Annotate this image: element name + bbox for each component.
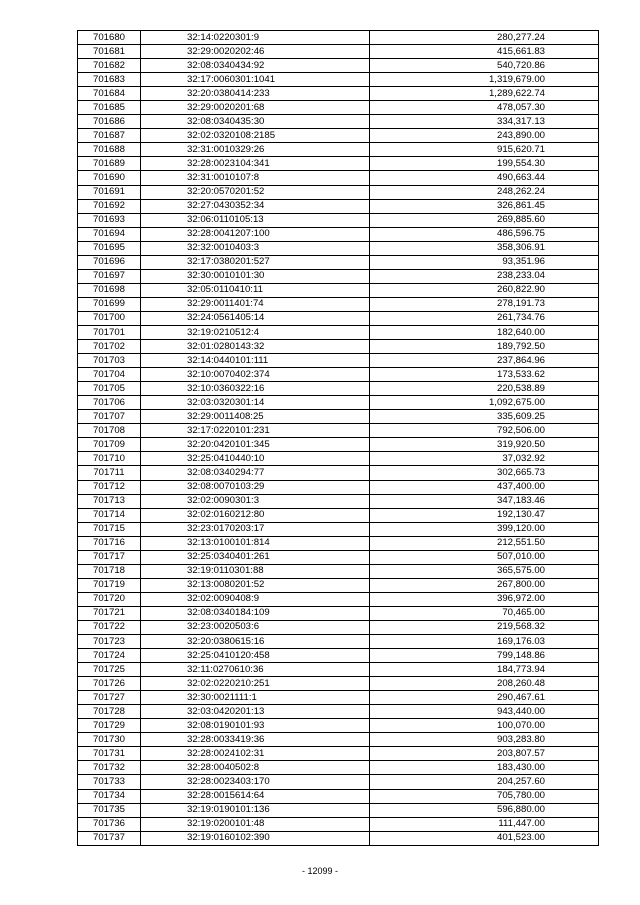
cadastral-number-cell: 32:19:0200101:48 (141, 817, 370, 831)
amount-cell: 915,620.71 (370, 143, 599, 157)
amount-cell: 237,864.96 (370, 354, 599, 368)
amount-cell: 111,447.00 (370, 817, 599, 831)
table-row (78, 452, 599, 466)
row-id-cell: 701697 (78, 269, 141, 283)
cadastral-number-cell: 32:19:0190101:136 (141, 803, 370, 817)
row-id-cell: 701696 (78, 255, 141, 269)
amount-cell: 212,551.50 (370, 536, 599, 550)
table-row (78, 227, 599, 241)
cadastral-number-cell: 32:24:0561405:14 (141, 311, 370, 325)
table-row (78, 466, 599, 480)
cadastral-number-cell: 32:23:0020503:6 (141, 620, 370, 634)
amount-cell: 37,032.92 (370, 452, 599, 466)
row-id-cell: 701719 (78, 578, 141, 592)
amount-cell: 903,283.80 (370, 733, 599, 747)
row-id-cell: 701709 (78, 438, 141, 452)
table-row (78, 536, 599, 550)
cadastral-number-cell: 32:08:0070103:29 (141, 480, 370, 494)
records-table (77, 30, 599, 846)
cadastral-number-cell: 32:17:0060301:1041 (141, 73, 370, 87)
cadastral-number-cell: 32:10:0360322:16 (141, 382, 370, 396)
table-row (78, 677, 599, 691)
row-id-cell: 701735 (78, 803, 141, 817)
table-row (78, 663, 599, 677)
page-number: - 12099 - (301, 866, 339, 876)
amount-cell: 169,176.03 (370, 635, 599, 649)
cadastral-number-cell: 32:25:0410120:458 (141, 649, 370, 663)
row-id-cell: 701732 (78, 761, 141, 775)
amount-cell: 540,720.86 (370, 59, 599, 73)
cadastral-number-cell: 32:03:0320301:14 (141, 396, 370, 410)
amount-cell: 302,665.73 (370, 466, 599, 480)
row-id-cell: 701710 (78, 452, 141, 466)
row-id-cell: 701690 (78, 171, 141, 185)
cadastral-number-cell: 32:28:0024102:31 (141, 747, 370, 761)
row-id-cell: 701698 (78, 283, 141, 297)
table-row (78, 649, 599, 663)
amount-cell: 220,538.89 (370, 382, 599, 396)
table-row (78, 775, 599, 789)
row-id-cell: 701701 (78, 325, 141, 339)
row-id-cell: 701731 (78, 747, 141, 761)
cadastral-number-cell: 32:29:0011401:74 (141, 297, 370, 311)
cadastral-number-cell: 32:29:0020202:46 (141, 45, 370, 59)
cadastral-number-cell: 32:28:0040502:8 (141, 761, 370, 775)
row-id-cell: 701730 (78, 733, 141, 747)
table-row (78, 269, 599, 283)
cadastral-number-cell: 32:25:0340401:261 (141, 550, 370, 564)
table-row (78, 761, 599, 775)
table-row (78, 340, 599, 354)
amount-cell: 334,317.13 (370, 115, 599, 129)
cadastral-number-cell: 32:13:0080201:52 (141, 578, 370, 592)
cadastral-number-cell: 32:28:0033419:36 (141, 733, 370, 747)
amount-cell: 486,596.75 (370, 227, 599, 241)
table-row (78, 635, 599, 649)
amount-cell: 208,260.48 (370, 677, 599, 691)
row-id-cell: 701734 (78, 789, 141, 803)
table-row (78, 494, 599, 508)
table-row (78, 719, 599, 733)
table-row (78, 157, 599, 171)
table-row (78, 396, 599, 410)
table-row (78, 508, 599, 522)
table-row (78, 606, 599, 620)
row-id-cell: 701695 (78, 241, 141, 255)
table-row (78, 297, 599, 311)
amount-cell: 269,885.60 (370, 213, 599, 227)
table-row (78, 31, 599, 45)
row-id-cell: 701722 (78, 620, 141, 634)
amount-cell: 199,554.30 (370, 157, 599, 171)
table-row (78, 45, 599, 59)
amount-cell: 943,440.00 (370, 705, 599, 719)
row-id-cell: 701713 (78, 494, 141, 508)
amount-cell: 260,822.90 (370, 283, 599, 297)
amount-cell: 1,289,622.74 (370, 87, 599, 101)
amount-cell: 792,506.00 (370, 424, 599, 438)
cadastral-number-cell: 32:25:0410440:10 (141, 452, 370, 466)
table-row (78, 73, 599, 87)
cadastral-number-cell: 32:17:0380201:527 (141, 255, 370, 269)
table-row (78, 325, 599, 339)
amount-cell: 243,890.00 (370, 129, 599, 143)
row-id-cell: 701733 (78, 775, 141, 789)
cadastral-number-cell: 32:30:0010101:30 (141, 269, 370, 283)
amount-cell: 280,277.24 (370, 31, 599, 45)
amount-cell: 326,861.45 (370, 199, 599, 213)
table-row (78, 87, 599, 101)
row-id-cell: 701720 (78, 592, 141, 606)
row-id-cell: 701716 (78, 536, 141, 550)
cadastral-number-cell: 32:02:0320108:2185 (141, 129, 370, 143)
cadastral-number-cell: 32:02:0090408:9 (141, 592, 370, 606)
table-row (78, 424, 599, 438)
row-id-cell: 701681 (78, 45, 141, 59)
row-id-cell: 701715 (78, 522, 141, 536)
amount-cell: 396,972.00 (370, 592, 599, 606)
cadastral-number-cell: 32:14:0220301:9 (141, 31, 370, 45)
amount-cell: 365,575.00 (370, 564, 599, 578)
cadastral-number-cell: 32:02:0160212:80 (141, 508, 370, 522)
cadastral-number-cell: 32:08:0190101:93 (141, 719, 370, 733)
cadastral-number-cell: 32:31:0010329:26 (141, 143, 370, 157)
cadastral-number-cell: 32:10:0070402:374 (141, 368, 370, 382)
cadastral-number-cell: 32:14:0440101:111 (141, 354, 370, 368)
row-id-cell: 701706 (78, 396, 141, 410)
row-id-cell: 701707 (78, 410, 141, 424)
row-id-cell: 701684 (78, 87, 141, 101)
row-id-cell: 701712 (78, 480, 141, 494)
cadastral-number-cell: 32:31:0010107:8 (141, 171, 370, 185)
amount-cell: 507,010.00 (370, 550, 599, 564)
amount-cell: 261,734.76 (370, 311, 599, 325)
table-row (78, 747, 599, 761)
table-row (78, 213, 599, 227)
amount-cell: 248,262.24 (370, 185, 599, 199)
table-row (78, 368, 599, 382)
cadastral-number-cell: 32:20:0380615:16 (141, 635, 370, 649)
amount-cell: 358,306.91 (370, 241, 599, 255)
amount-cell: 204,257.60 (370, 775, 599, 789)
table-row (78, 620, 599, 634)
row-id-cell: 701700 (78, 311, 141, 325)
row-id-cell: 701714 (78, 508, 141, 522)
amount-cell: 437,400.00 (370, 480, 599, 494)
table-row (78, 550, 599, 564)
cadastral-number-cell: 32:19:0110301:88 (141, 564, 370, 578)
amount-cell: 490,663.44 (370, 171, 599, 185)
table-row (78, 480, 599, 494)
cadastral-number-cell: 32:13:0100101:814 (141, 536, 370, 550)
table-row (78, 382, 599, 396)
table-row (78, 705, 599, 719)
table-row (78, 817, 599, 831)
table-row (78, 592, 599, 606)
amount-cell: 319,920.50 (370, 438, 599, 452)
amount-cell: 596,880.00 (370, 803, 599, 817)
row-id-cell: 701705 (78, 382, 141, 396)
cadastral-number-cell: 32:27:0430352:34 (141, 199, 370, 213)
row-id-cell: 701683 (78, 73, 141, 87)
cadastral-number-cell: 32:20:0420101:345 (141, 438, 370, 452)
table-row (78, 354, 599, 368)
cadastral-number-cell: 32:11:0270610:36 (141, 663, 370, 677)
table-row (78, 522, 599, 536)
amount-cell: 705,780.00 (370, 789, 599, 803)
table-row (78, 171, 599, 185)
amount-cell: 267,800.00 (370, 578, 599, 592)
row-id-cell: 701737 (78, 831, 141, 845)
table-row (78, 283, 599, 297)
table-row (78, 255, 599, 269)
row-id-cell: 701694 (78, 227, 141, 241)
table-row (78, 59, 599, 73)
table-row (78, 115, 599, 129)
cadastral-number-cell: 32:08:0340434:92 (141, 59, 370, 73)
table-row (78, 438, 599, 452)
table-row (78, 199, 599, 213)
row-id-cell: 701728 (78, 705, 141, 719)
row-id-cell: 701688 (78, 143, 141, 157)
cadastral-number-cell: 32:23:0170203:17 (141, 522, 370, 536)
table-row (78, 129, 599, 143)
cadastral-number-cell: 32:28:0015614:64 (141, 789, 370, 803)
cadastral-number-cell: 32:02:0090301:3 (141, 494, 370, 508)
cadastral-number-cell: 32:02:0220210:251 (141, 677, 370, 691)
cadastral-number-cell: 32:01:0280143:32 (141, 340, 370, 354)
amount-cell: 184,773.94 (370, 663, 599, 677)
row-id-cell: 701721 (78, 606, 141, 620)
row-id-cell: 701685 (78, 101, 141, 115)
table-row (78, 185, 599, 199)
table-row (78, 311, 599, 325)
cadastral-number-cell: 32:32:0010403:3 (141, 241, 370, 255)
cadastral-number-cell: 32:03:0420201:13 (141, 705, 370, 719)
row-id-cell: 701686 (78, 115, 141, 129)
row-id-cell: 701711 (78, 466, 141, 480)
cadastral-number-cell: 32:20:0380414:233 (141, 87, 370, 101)
row-id-cell: 701703 (78, 354, 141, 368)
table-row (78, 143, 599, 157)
row-id-cell: 701726 (78, 677, 141, 691)
row-id-cell: 701723 (78, 635, 141, 649)
row-id-cell: 701727 (78, 691, 141, 705)
row-id-cell: 701708 (78, 424, 141, 438)
amount-cell: 100,070.00 (370, 719, 599, 733)
amount-cell: 70,465.00 (370, 606, 599, 620)
row-id-cell: 701687 (78, 129, 141, 143)
cadastral-number-cell: 32:08:0340294:77 (141, 466, 370, 480)
amount-cell: 799,148.86 (370, 649, 599, 663)
amount-cell: 182,640.00 (370, 325, 599, 339)
amount-cell: 183,430.00 (370, 761, 599, 775)
row-id-cell: 701704 (78, 368, 141, 382)
row-id-cell: 701680 (78, 31, 141, 45)
cadastral-number-cell: 32:29:0011408:25 (141, 410, 370, 424)
records-table-body (78, 31, 599, 846)
amount-cell: 415,661.83 (370, 45, 599, 59)
cadastral-number-cell: 32:30:0021111:1 (141, 691, 370, 705)
table-row (78, 789, 599, 803)
table-row (78, 241, 599, 255)
row-id-cell: 701699 (78, 297, 141, 311)
amount-cell: 93,351.96 (370, 255, 599, 269)
row-id-cell: 701724 (78, 649, 141, 663)
amount-cell: 189,792.50 (370, 340, 599, 354)
cadastral-number-cell: 32:08:0340435:30 (141, 115, 370, 129)
table-row (78, 831, 599, 845)
cadastral-number-cell: 32:20:0570201:52 (141, 185, 370, 199)
amount-cell: 192,130.47 (370, 508, 599, 522)
row-id-cell: 701718 (78, 564, 141, 578)
row-id-cell: 701691 (78, 185, 141, 199)
amount-cell: 1,319,679.00 (370, 73, 599, 87)
cadastral-number-cell: 32:08:0340184:109 (141, 606, 370, 620)
cadastral-number-cell: 32:28:0041207:100 (141, 227, 370, 241)
row-id-cell: 701689 (78, 157, 141, 171)
row-id-cell: 701725 (78, 663, 141, 677)
cadastral-number-cell: 32:06:0110105:13 (141, 213, 370, 227)
row-id-cell: 701702 (78, 340, 141, 354)
cadastral-number-cell: 32:29:0020201:68 (141, 101, 370, 115)
amount-cell: 335,609.25 (370, 410, 599, 424)
amount-cell: 401,523.00 (370, 831, 599, 845)
cadastral-number-cell: 32:19:0210512:4 (141, 325, 370, 339)
row-id-cell: 701736 (78, 817, 141, 831)
table-row (78, 101, 599, 115)
cadastral-number-cell: 32:19:0160102:390 (141, 831, 370, 845)
amount-cell: 173,533.62 (370, 368, 599, 382)
table-row (78, 733, 599, 747)
row-id-cell: 701729 (78, 719, 141, 733)
table-row (78, 578, 599, 592)
table-row (78, 691, 599, 705)
amount-cell: 290,467.61 (370, 691, 599, 705)
amount-cell: 238,233.04 (370, 269, 599, 283)
table-row (78, 564, 599, 578)
amount-cell: 219,568.32 (370, 620, 599, 634)
row-id-cell: 701717 (78, 550, 141, 564)
table-row (78, 410, 599, 424)
row-id-cell: 701692 (78, 199, 141, 213)
amount-cell: 203,807.57 (370, 747, 599, 761)
amount-cell: 347,183.46 (370, 494, 599, 508)
cadastral-number-cell: 32:28:0023104:341 (141, 157, 370, 171)
amount-cell: 399,120.00 (370, 522, 599, 536)
row-id-cell: 701693 (78, 213, 141, 227)
cadastral-number-cell: 32:17:0220101:231 (141, 424, 370, 438)
amount-cell: 478,057.30 (370, 101, 599, 115)
cadastral-number-cell: 32:05:0110410:11 (141, 283, 370, 297)
row-id-cell: 701682 (78, 59, 141, 73)
cadastral-number-cell: 32:28:0023403:170 (141, 775, 370, 789)
amount-cell: 1,092,675.00 (370, 396, 599, 410)
table-row (78, 803, 599, 817)
amount-cell: 278,191.73 (370, 297, 599, 311)
